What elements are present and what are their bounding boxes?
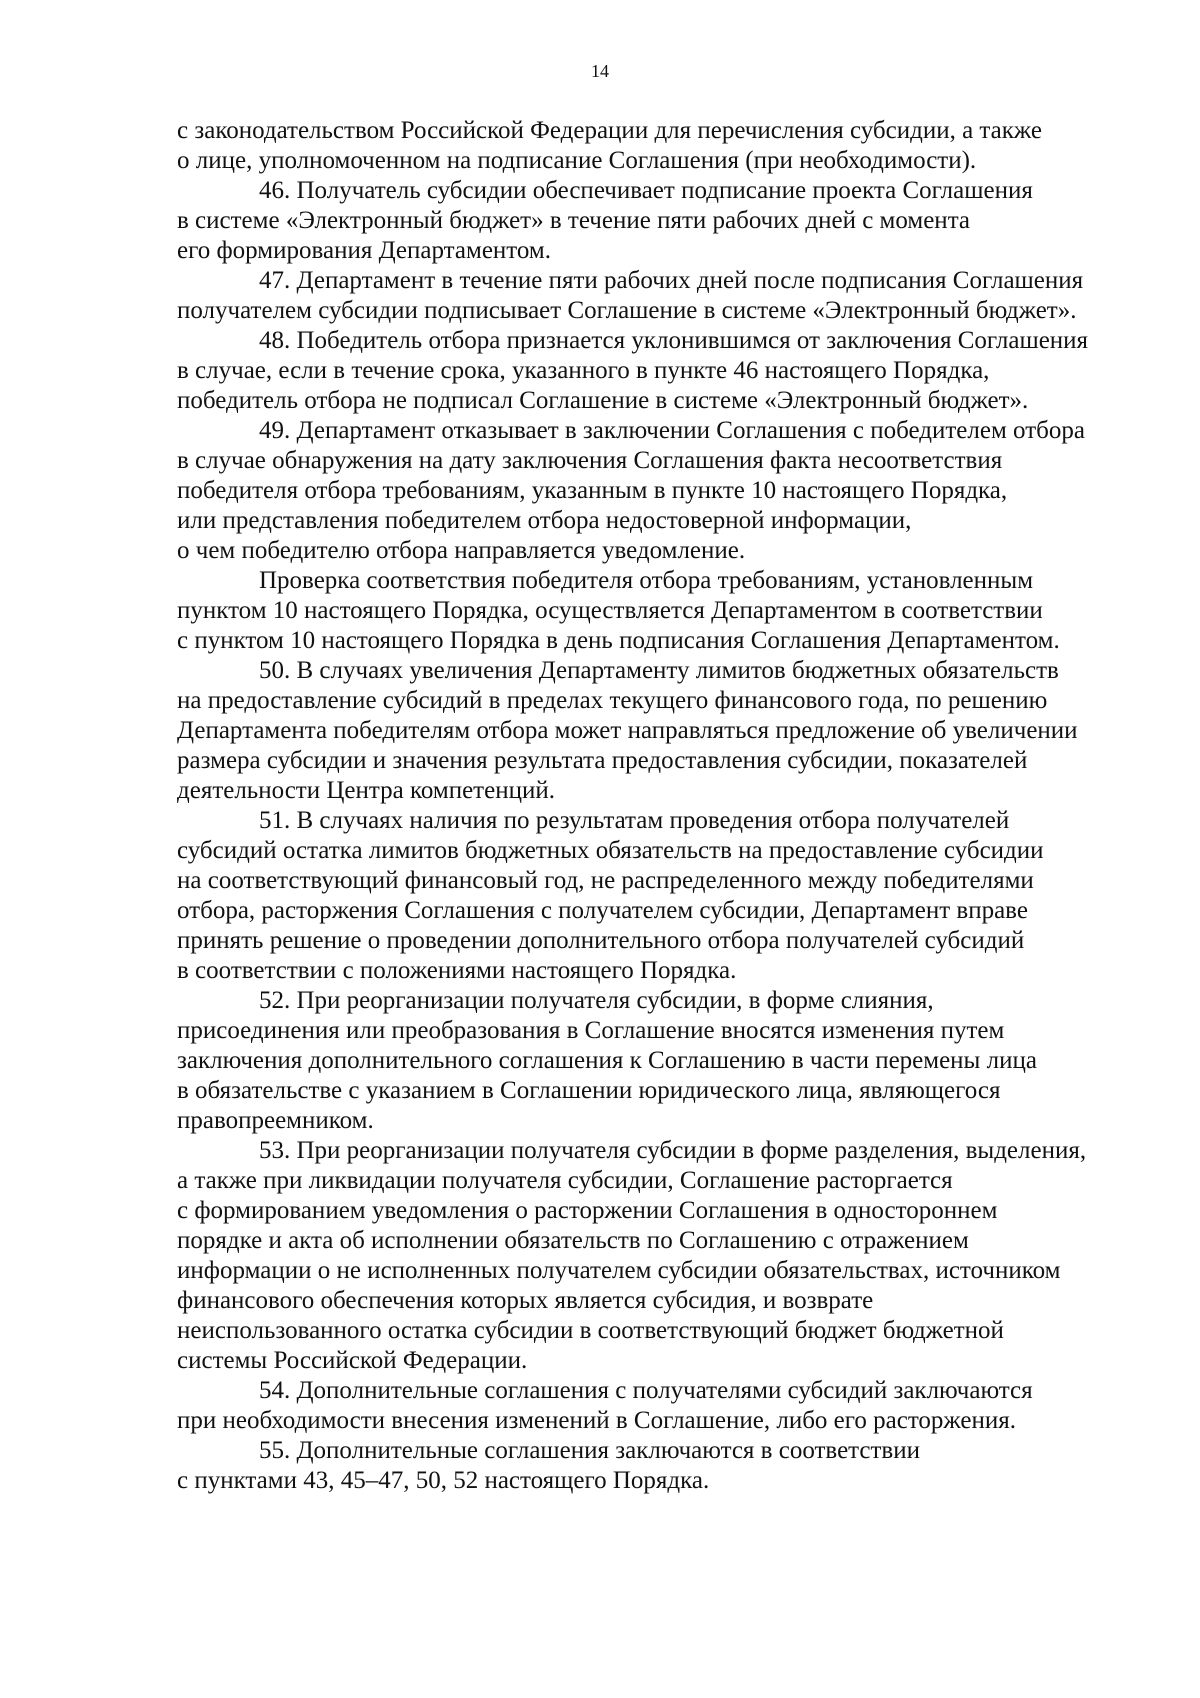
paragraph-54: 54. Дополнительные соглашения с получателями субсидий заключаются при необходимости внесения изменений в Соглашение, либо его расторжения. [177,1377,1033,1434]
paragraph-46: 46. Получатель субсидии обеспечивает подписание проекта Соглашения в системе «Электронный бюджет» в течение пяти рабочих дней с момента его формирования Департаментом. [177,177,1033,264]
paragraph-47: 47. Департамент в течение пяти рабочих дней после подписания Соглашения получателем субсидии подписывает Соглашение в системе «Электронный бюджет». [177,267,1084,324]
paragraph-53: 53. При реорганизации получателя субсидии в форме разделения, выделения, а также при ликвидации получателя субсидии, Соглашение расторгается с формированием уведомления о расторжении Соглашения в одностороннем порядке и акта об исполнении обязательств по Соглашению с отражением информации о не исполненных получателем субсидии обязательствах, источником финансового обеспечения которых является субсидия, и возврате неиспользованного остатка субсидии в соответствующий бюджет бюджетной системы Российской Федерации. [177,1137,1087,1374]
page-number: 14 [591,61,609,81]
paragraph-49: 49. Департамент отказывает в заключении Соглашения с победителем отбора в случае обнаружения на дату заключения Соглашения факта несоответствия победителя отбора требованиям, указанным в пункте 10 настоящего Порядка, или представления победителем отбора недостоверной информации, о чем победителю отбора направляется уведомление. [177,417,1085,564]
paragraph-52: 52. При реорганизации получателя субсидии, в форме слияния, присоединения или преобразования в Соглашение вносятся изменения путем заключения дополнительного соглашения к Соглашению в части перемены лица в обязательстве с указанием в Соглашении юридического лица, являющегося правопреемником. [177,987,1037,1134]
paragraph-continuation: с законодательством Российской Федерации для перечисления субсидии, а также о лице, уполномоченном на подписание Соглашения (при необходимости). [177,117,1042,174]
paragraph-51: 51. В случаях наличия по результатам проведения отбора получателей субсидий остатка лимитов бюджетных обязательств на предоставление субсидии на соответствующий финансовый год, не распределенного между победителями отбора, расторжения Соглашения с получателем субсидии, Департамент вправе принять решение о проведении дополнительного отбора получателей субсидий в соответствии с положениями настоящего Порядка. [177,807,1044,984]
paragraph-48: 48. Победитель отбора признается уклонившимся от заключения Соглашения в случае, если в течение срока, указанного в пункте 46 настоящего Порядка, победитель отбора не подписал Соглашение в системе «Электронный бюджет». [177,327,1089,414]
paragraph-50: 50. В случаях увеличения Департаменту лимитов бюджетных обязательств на предоставление субсидий в пределах текущего финансового года, по решению Департамента победителям отбора может направляться предложение об увеличении размера субсидии и значения результата предоставления субсидии, показателей деятельности Центра компетенций. [177,657,1078,804]
document-body [177,116,1117,1496]
paragraph-55: 55. Дополнительные соглашения заключаются в соответствии с пунктами 43, 45–47, 50, 52 настоящего Порядка. [177,1437,920,1494]
paragraph-49-check: Проверка соответствия победителя отбора требованиям, установленным пунктом 10 настоящего Порядка, осуществляется Департаментом в соответствии с пунктом 10 настоящего Порядка в день подписания Соглашения Департаментом. [177,567,1060,654]
